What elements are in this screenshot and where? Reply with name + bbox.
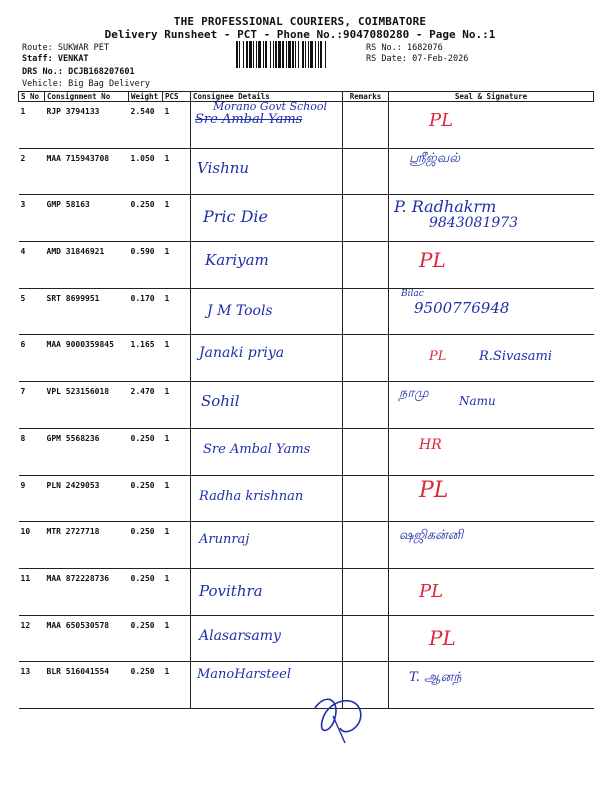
cell-consignee [191,615,343,662]
cell-consignee [191,148,343,195]
vehicle-label: Vehicle: [22,79,63,89]
cell-pcs: 1 [163,382,191,429]
handwritten-consignee-note: Morano Govt School [213,100,327,113]
rs-no-label: RS No.: [366,43,402,53]
cell-consignment-no: SRT 8699951 [45,288,129,335]
handwritten-consignee: Radha krishnan [199,488,304,504]
cell-consignee [191,522,343,569]
company-name: THE PROFESSIONAL COURIERS, COIMBATORE [173,15,427,28]
handwritten-signature-text: T. ஆனந் [409,670,462,686]
cell-signature [389,102,594,149]
barcode-bar [286,41,287,68]
barcode-bar [270,41,271,68]
cell-weight: 0.250 [129,522,163,569]
handwritten-signature-text: PL [419,248,446,273]
cell-consignment-no: AMD 31846921 [45,242,129,289]
table-row [19,428,594,475]
cell-signature [389,148,594,195]
runsheet-table [18,91,594,709]
barcode-bar [288,41,291,68]
cell-sno: 12 [19,615,45,662]
rs-no-line [366,43,443,53]
cell-remarks [343,242,389,289]
cell-signature [389,522,594,569]
cell-consignment-no: MAA 650530578 [45,615,129,662]
col-header-remarks: Remarks [343,92,389,102]
cell-remarks [343,148,389,195]
handwritten-signature-text: R.Sivasami [479,349,552,365]
cell-weight: 0.250 [129,428,163,475]
barcode-bar [236,41,238,68]
drs-value: DCJB168207601 [68,67,135,77]
cell-pcs: 1 [163,475,191,522]
table-row [19,242,594,289]
barcode-bar [243,41,244,68]
cell-sno: 2 [19,148,45,195]
handwritten-signature-note: Bilac [401,288,424,299]
cell-weight: 0.250 [129,615,163,662]
cell-sno: 4 [19,242,45,289]
handwritten-consignee: Sohil [201,392,240,411]
route-label: Route: [22,43,53,53]
handwritten-signature-text: PL [419,580,444,602]
handwritten-consignee: Sre Ambal Yams [195,112,303,127]
rs-date-value: 07-Feb-2026 [412,54,469,64]
cell-remarks [343,288,389,335]
col-header-sno: S No [19,92,45,102]
barcode-bar [302,41,304,68]
drs-line [22,67,135,77]
barcode-bar [295,41,296,68]
barcode-bar [265,41,267,68]
handwritten-signature [305,688,375,748]
vehicle-line [22,79,150,89]
cell-pcs: 1 [163,522,191,569]
barcode-bar [253,41,254,68]
cell-signature [389,475,594,522]
cell-consignee [191,428,343,475]
cell-sno: 9 [19,475,45,522]
handwritten-consignee: Janaki priya [199,345,285,362]
cell-sno: 8 [19,428,45,475]
cell-consignee [191,102,343,149]
handwritten-signature-text: ஷஜிகன்னி [399,528,464,544]
col-header-weight: Weight [129,92,163,102]
table-row [19,568,594,615]
barcode-bar [258,41,261,68]
table-row [19,195,594,242]
cell-consignment-no: MAA 715943708 [45,148,129,195]
table-row [19,475,594,522]
handwritten-signature-text: HR [419,436,442,453]
cell-pcs: 1 [163,428,191,475]
cell-consignment-no: GMP 58163 [45,195,129,242]
handwritten-signature-note: 9843081973 [429,215,519,232]
cell-consignment-no: MAA 872228736 [45,568,129,615]
rs-date-label: RS Date: [366,54,407,64]
table-row [19,148,594,195]
cell-sno: 1 [19,102,45,149]
cell-remarks [343,475,389,522]
cell-signature [389,568,594,615]
table-row [19,102,594,149]
staff-label: Staff: [22,54,53,64]
cell-signature [389,428,594,475]
col-header-signature: Seal & Signature [389,92,594,102]
cell-consignee [191,335,343,382]
handwritten-consignee: Sre Ambal Yams [203,441,311,457]
handwritten-consignee: ManoHarsteel [197,667,292,683]
cell-weight: 0.250 [129,195,163,242]
handwritten-consignee: J M Tools [207,302,273,319]
cell-consignee [191,195,343,242]
handwritten-signature-text: 9500776948 [414,298,510,317]
barcode-bar [273,41,274,68]
cell-pcs: 1 [163,615,191,662]
cell-consignment-no: BLR 516041554 [45,662,129,709]
barcode-bar [305,41,306,68]
barcode-bar [320,41,322,68]
barcode-bar [263,41,264,68]
cell-remarks [343,568,389,615]
col-header-pcs: PCS [163,92,191,102]
barcode-bar [310,41,313,68]
cell-signature [389,195,594,242]
cell-weight: 0.250 [129,662,163,709]
cell-consignee [191,475,343,522]
cell-remarks [343,195,389,242]
drs-barcode [236,41,361,68]
barcode-bar [249,41,252,68]
rs-no-value: 1682076 [406,43,443,53]
cell-pcs: 1 [163,568,191,615]
cell-signature [389,288,594,335]
cell-weight: 1.050 [129,148,163,195]
table-row [19,522,594,569]
cell-pcs: 1 [163,242,191,289]
cell-pcs: 1 [163,288,191,335]
barcode-bar [239,41,240,68]
route-line [22,43,109,53]
col-header-consignee: Consignee Details [191,92,343,102]
runsheet-title: Delivery Runsheet - PCT - Phone No.:9047080280 - Page No.:1 [104,28,496,41]
cell-weight: 2.470 [129,382,163,429]
cell-consignment-no: RJP 3794133 [45,102,129,149]
cell-weight: 1.165 [129,335,163,382]
cell-signature [389,382,594,429]
handwritten-consignee: Vishnu [197,158,250,177]
barcode-bar [246,41,248,68]
barcode-bar [325,41,326,68]
handwritten-consignee: Povithra [199,581,263,600]
barcode-bar [315,41,316,68]
barcode-bar [275,41,277,68]
cell-signature [389,662,594,709]
cell-sno: 6 [19,335,45,382]
cell-consignee [191,568,343,615]
cell-consignee [191,382,343,429]
handwritten-signature-text: PL [419,477,449,503]
cell-pcs: 1 [163,662,191,709]
cell-remarks [343,382,389,429]
cell-pcs: 1 [163,102,191,149]
cell-sno: 11 [19,568,45,615]
cell-consignment-no: GPM 5568236 [45,428,129,475]
barcode-bar [318,41,319,68]
cell-remarks [343,522,389,569]
drs-label: DRS No.: [22,67,63,77]
cell-weight: 2.540 [129,102,163,149]
cell-sno: 7 [19,382,45,429]
table-row [19,615,594,662]
handwritten-signature-text: ஸ்ரீஜ்வல் [409,150,460,166]
handwritten-consignee: Kariyam [205,251,269,270]
route-value: SUKWAR PET [57,43,110,53]
table-row [19,288,594,335]
handwritten-consignee: Arunraj [199,532,250,548]
handwritten-signature-text: நாமு [399,386,429,402]
cell-consignment-no: VPL 523156018 [45,382,129,429]
barcode-bar [298,41,299,68]
cell-sno: 5 [19,288,45,335]
cell-sno: 3 [19,195,45,242]
handwritten-signature-note: PL [429,349,447,365]
barcode-bar [278,41,281,68]
table-row [19,382,594,429]
barcode-bar [308,41,309,68]
cell-pcs: 1 [163,335,191,382]
cell-signature [389,615,594,662]
cell-consignment-no: PLN 2429053 [45,475,129,522]
handwritten-consignee: Alasarsamy [199,627,281,644]
cell-weight: 0.170 [129,288,163,335]
barcode-bar [256,41,257,68]
cell-remarks [343,428,389,475]
handwritten-signature-text: PL [429,110,454,131]
cell-signature [389,242,594,289]
handwritten-signature-text: P. Radhakrm [394,197,497,217]
staff-value: VENKAT [57,54,89,64]
col-header-consignment: Consignment No [45,92,129,102]
handwritten-signature-note: Namu [459,394,496,409]
cell-remarks [343,102,389,149]
cell-sno: 10 [19,522,45,569]
cell-pcs: 1 [163,195,191,242]
cell-pcs: 1 [163,148,191,195]
cell-weight: 0.590 [129,242,163,289]
cell-consignment-no: MTR 2727718 [45,522,129,569]
table-row [19,335,594,382]
staff-line [22,54,89,64]
cell-remarks [343,615,389,662]
barcode-bar [282,41,284,68]
handwritten-consignee: Pric Die [203,207,268,227]
cell-weight: 0.250 [129,475,163,522]
cell-consignee [191,288,343,335]
cell-remarks [343,335,389,382]
cell-signature [389,335,594,382]
barcode-bar [292,41,294,68]
vehicle-value: Big Bag Delivery [68,79,150,89]
handwritten-signature-text: PL [429,625,456,650]
cell-consignee [191,242,343,289]
cell-sno: 13 [19,662,45,709]
rs-date-line [366,54,468,64]
cell-consignment-no: MAA 9000359845 [45,335,129,382]
cell-weight: 0.250 [129,568,163,615]
